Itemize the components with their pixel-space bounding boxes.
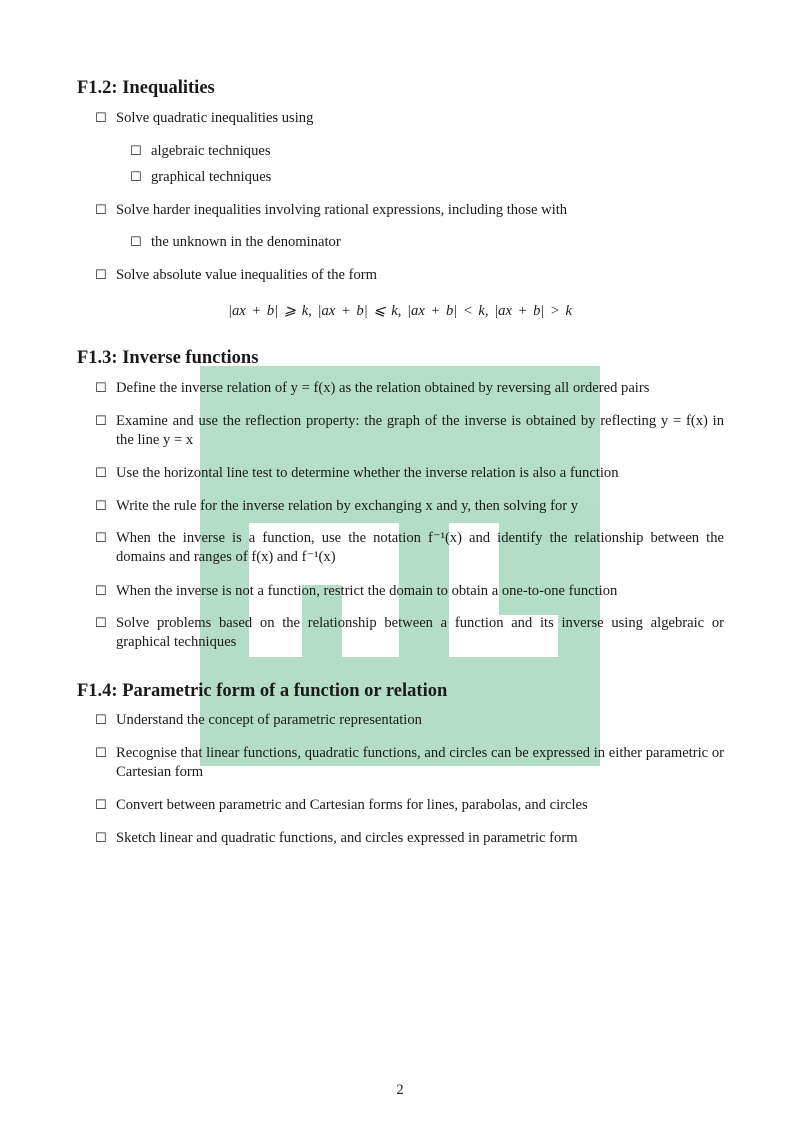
checklist-item[interactable]: [95, 744, 724, 782]
page-number: 2: [396, 1082, 404, 1098]
checklist-subitem[interactable]: [130, 168, 724, 187]
checkbox-icon[interactable]: ☐: [95, 616, 107, 631]
checkbox-icon[interactable]: ☐: [95, 713, 107, 728]
checklist-subitem[interactable]: [130, 233, 724, 252]
checklist-item-text: Sketch linear and quadratic functions, and circles expressed in parametric form: [116, 830, 578, 846]
checkbox-icon[interactable]: ☐: [95, 531, 107, 546]
checklist-item-text: Convert between parametric and Cartesian forms for lines, parabolas, and circles: [116, 797, 588, 813]
section-heading-f1-4: F1.4: Parametric form of a function or relation: [77, 681, 448, 701]
checklist-item[interactable]: [95, 412, 724, 450]
checkbox-icon[interactable]: ☐: [95, 798, 107, 813]
checkbox-icon[interactable]: ☐: [95, 381, 107, 396]
checklist-item[interactable]: [95, 497, 724, 516]
checklist-item-text: Solve problems based on the relationship between a function and its inverse using algebraic or graphical techniques: [116, 615, 724, 650]
checklist-item[interactable]: [95, 711, 724, 730]
checkbox-icon[interactable]: ☐: [95, 746, 107, 761]
checklist-item[interactable]: [95, 614, 724, 652]
absolute-value-inequalities-formula: |ax + b| ⩾ k, |ax + b| ⩽ k, |ax + b| < k, |ax + b| > k: [227, 303, 573, 319]
checklist-item[interactable]: [95, 109, 724, 128]
checklist-item-text: Write the rule for the inverse relation by exchanging x and y, then solving for y: [116, 498, 579, 514]
checklist-item[interactable]: [95, 796, 724, 815]
checklist-item-text: the unknown in the denominator: [151, 234, 341, 250]
checklist-item-text: Solve harder inequalities involving rational expressions, including those with: [116, 202, 568, 218]
checklist-item[interactable]: [95, 582, 724, 601]
checkbox-icon[interactable]: ☐: [130, 235, 142, 250]
checklist-item[interactable]: [95, 529, 724, 567]
section-heading-f1-2: F1.2: Inequalities: [77, 78, 215, 98]
checklist-item-text: Understand the concept of parametric representation: [116, 712, 422, 728]
checkbox-icon[interactable]: ☐: [130, 170, 142, 185]
checklist-item-text: Examine and use the reflection property: the graph of the inverse is obtained by reflecting y = f(x) in the line y = x: [116, 413, 724, 448]
checkbox-icon[interactable]: ☐: [95, 203, 107, 218]
checkbox-icon[interactable]: ☐: [95, 268, 107, 283]
checklist-item[interactable]: [95, 464, 724, 483]
checkbox-icon[interactable]: ☐: [95, 831, 107, 846]
checkbox-icon[interactable]: ☐: [130, 144, 142, 159]
checklist-item[interactable]: [95, 266, 724, 285]
checklist-subitem[interactable]: [130, 142, 724, 161]
checklist-item-text: Define the inverse relation of y = f(x) as the relation obtained by reversing all ordered pairs: [116, 380, 650, 396]
checklist-item[interactable]: [95, 201, 724, 220]
checklist-item-text: Use the horizontal line test to determine whether the inverse relation is also a function: [116, 465, 619, 481]
checkbox-icon[interactable]: ☐: [95, 466, 107, 481]
checklist-item[interactable]: [95, 379, 724, 398]
checkbox-icon[interactable]: ☐: [95, 414, 107, 429]
checklist-item-text: Solve absolute value inequalities of the form: [116, 267, 377, 283]
checklist-item[interactable]: [95, 829, 724, 848]
checklist-item-text: Solve quadratic inequalities using: [116, 110, 314, 126]
checkbox-icon[interactable]: ☐: [95, 111, 107, 126]
checklist-item-text: Recognise that linear functions, quadratic functions, and circles can be expressed in either parametric or Cartesian form: [116, 745, 724, 780]
checklist-item-text: algebraic techniques: [151, 143, 271, 159]
checklist-item-text: graphical techniques: [151, 169, 272, 185]
checklist-item-text: When the inverse is a function, use the notation f⁻¹(x) and identify the relationship between the domains and ranges of f(x) and f⁻¹(x): [116, 530, 724, 565]
checklist-item-text: When the inverse is not a function, restrict the domain to obtain a one-to-one function: [116, 583, 618, 599]
checkbox-icon[interactable]: ☐: [95, 499, 107, 514]
section-heading-f1-3: F1.3: Inverse functions: [77, 348, 259, 368]
checkbox-icon[interactable]: ☐: [95, 584, 107, 599]
